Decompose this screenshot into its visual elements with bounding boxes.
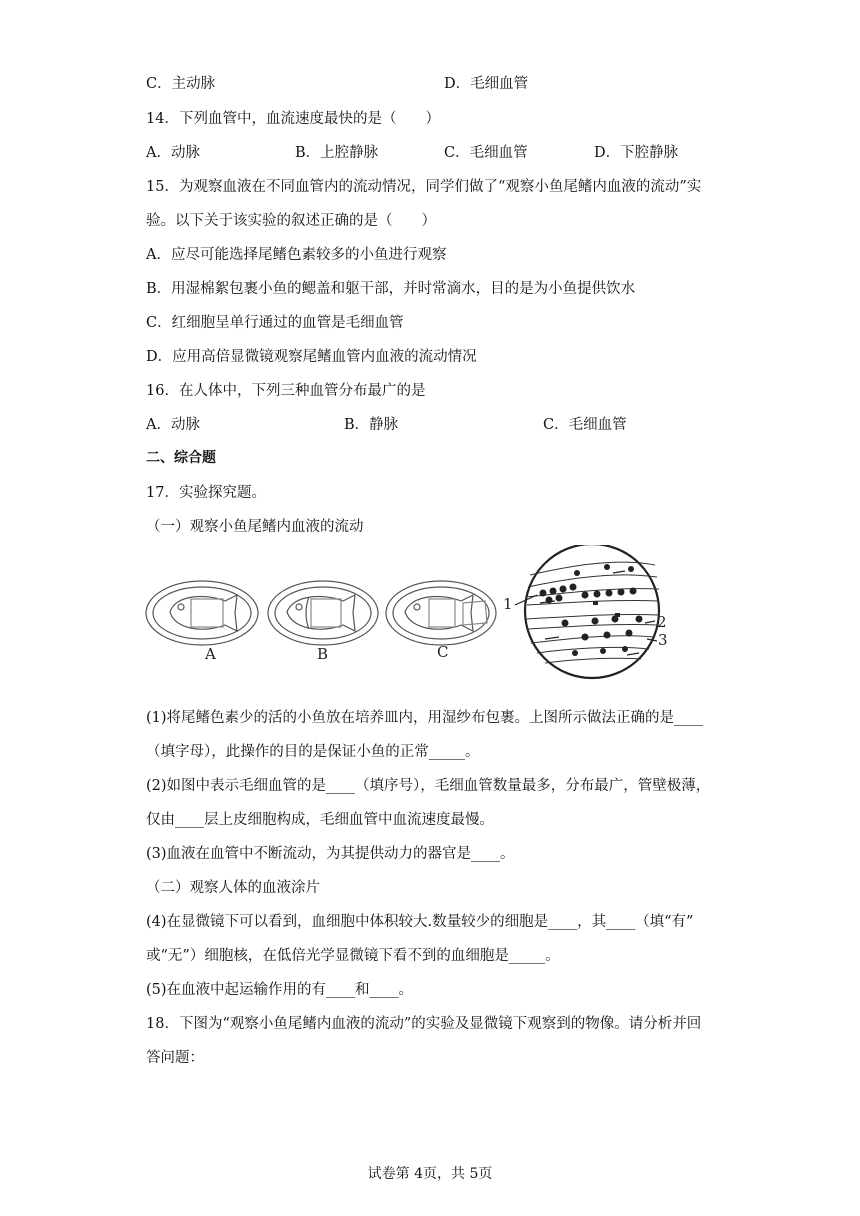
- q15-option-a: A．应尽可能选择尾鳍色素较多的小鱼进行观察: [146, 247, 447, 263]
- label-a: A: [205, 645, 216, 663]
- q14-stem: 14．下列血管中，血流速度最快的是（ ）: [146, 111, 440, 127]
- q16-option-a: A．动脉: [146, 417, 200, 433]
- q17-s1-line2: （填字母），此操作的目的是保证小鱼的正常_____。: [146, 744, 480, 760]
- q14-option-a: A．动脉: [146, 145, 200, 161]
- label-3: 3: [658, 631, 668, 649]
- q18-line1: 18．下图为“观察小鱼尾鳍内血液的流动”的实验及显微镜下观察到的物像。请分析并回: [146, 1016, 702, 1032]
- q16-option-c: C．毛细血管: [543, 417, 627, 433]
- dish-a: [146, 581, 258, 645]
- section-heading: 二、综合题: [146, 450, 216, 466]
- q13-option-c: C．主动脉: [146, 76, 216, 92]
- q14-option-c: C．毛细血管: [444, 145, 528, 161]
- q17-s4-line2: 或“无”）细胞核，在低倍光学显微镜下看不到的血细胞是_____。: [146, 948, 560, 964]
- label-c: C: [437, 643, 449, 661]
- q15-stem-line1: 15．为观察血液在不同血管内的流动情况，同学们做了“观察小鱼尾鳍内血液的流动”实: [146, 179, 702, 195]
- q17-s2-line1: (2)如图中表示毛细血管的是____（填序号），毛细血管数量最多，分布最广，管壁极薄，: [146, 778, 711, 794]
- q15-option-d: D．应用高倍显微镜观察尾鳍血管内血液的流动情况: [146, 349, 477, 365]
- q13-option-d: D．毛细血管: [444, 76, 529, 92]
- q17-s4-line1: (4)在显微镜下可以看到，血细胞中体积较大.数量较少的细胞是____，其____（填“有”: [146, 914, 694, 930]
- fish-experiment-figure: [145, 545, 675, 685]
- q17-part2-heading: （二）观察人体的血液涂片: [146, 880, 320, 896]
- q17-stem: 17．实验探究题。: [146, 485, 266, 501]
- q14-option-b: B．上腔静脉: [295, 145, 379, 161]
- label-1: 1: [503, 595, 513, 613]
- label-2: 2: [657, 613, 667, 631]
- q18-line2: 答问题：: [146, 1050, 204, 1066]
- label-b: B: [317, 645, 329, 663]
- q17-s3: (3)血液在血管中不断流动，为其提供动力的器官是____。: [146, 846, 515, 862]
- q14-option-d: D．下腔静脉: [594, 145, 679, 161]
- q15-option-b: B．用湿棉絮包裹小鱼的鳃盖和躯干部，并时常滴水，目的是为小鱼提供饮水: [146, 281, 636, 297]
- q17-s1-line1: (1)将尾鳍色素少的活的小鱼放在培养皿内，用湿纱布包裹。上图所示做法正确的是____: [146, 710, 704, 726]
- q16-option-b: B．静脉: [344, 417, 399, 433]
- page-footer: 试卷第 4页，共 5页: [367, 1166, 493, 1182]
- dish-c: [386, 581, 496, 645]
- microscope-view: [515, 545, 659, 678]
- q15-option-c: C．红细胞呈单行通过的血管是毛细血管: [146, 315, 404, 331]
- dish-b: [268, 581, 378, 645]
- q16-stem: 16．在人体中，下列三种血管分布最广的是: [146, 383, 426, 399]
- q17-s5: (5)在血液中起运输作用的有____和____。: [146, 982, 414, 998]
- q17-part1-heading: （一）观察小鱼尾鳍内血液的流动: [146, 519, 364, 535]
- q17-s2-line2: 仅由____层上皮细胞构成，毛细血管中血流速度最慢。: [146, 812, 494, 828]
- q15-stem-line2: 验。以下关于该实验的叙述正确的是（ ）: [146, 213, 436, 229]
